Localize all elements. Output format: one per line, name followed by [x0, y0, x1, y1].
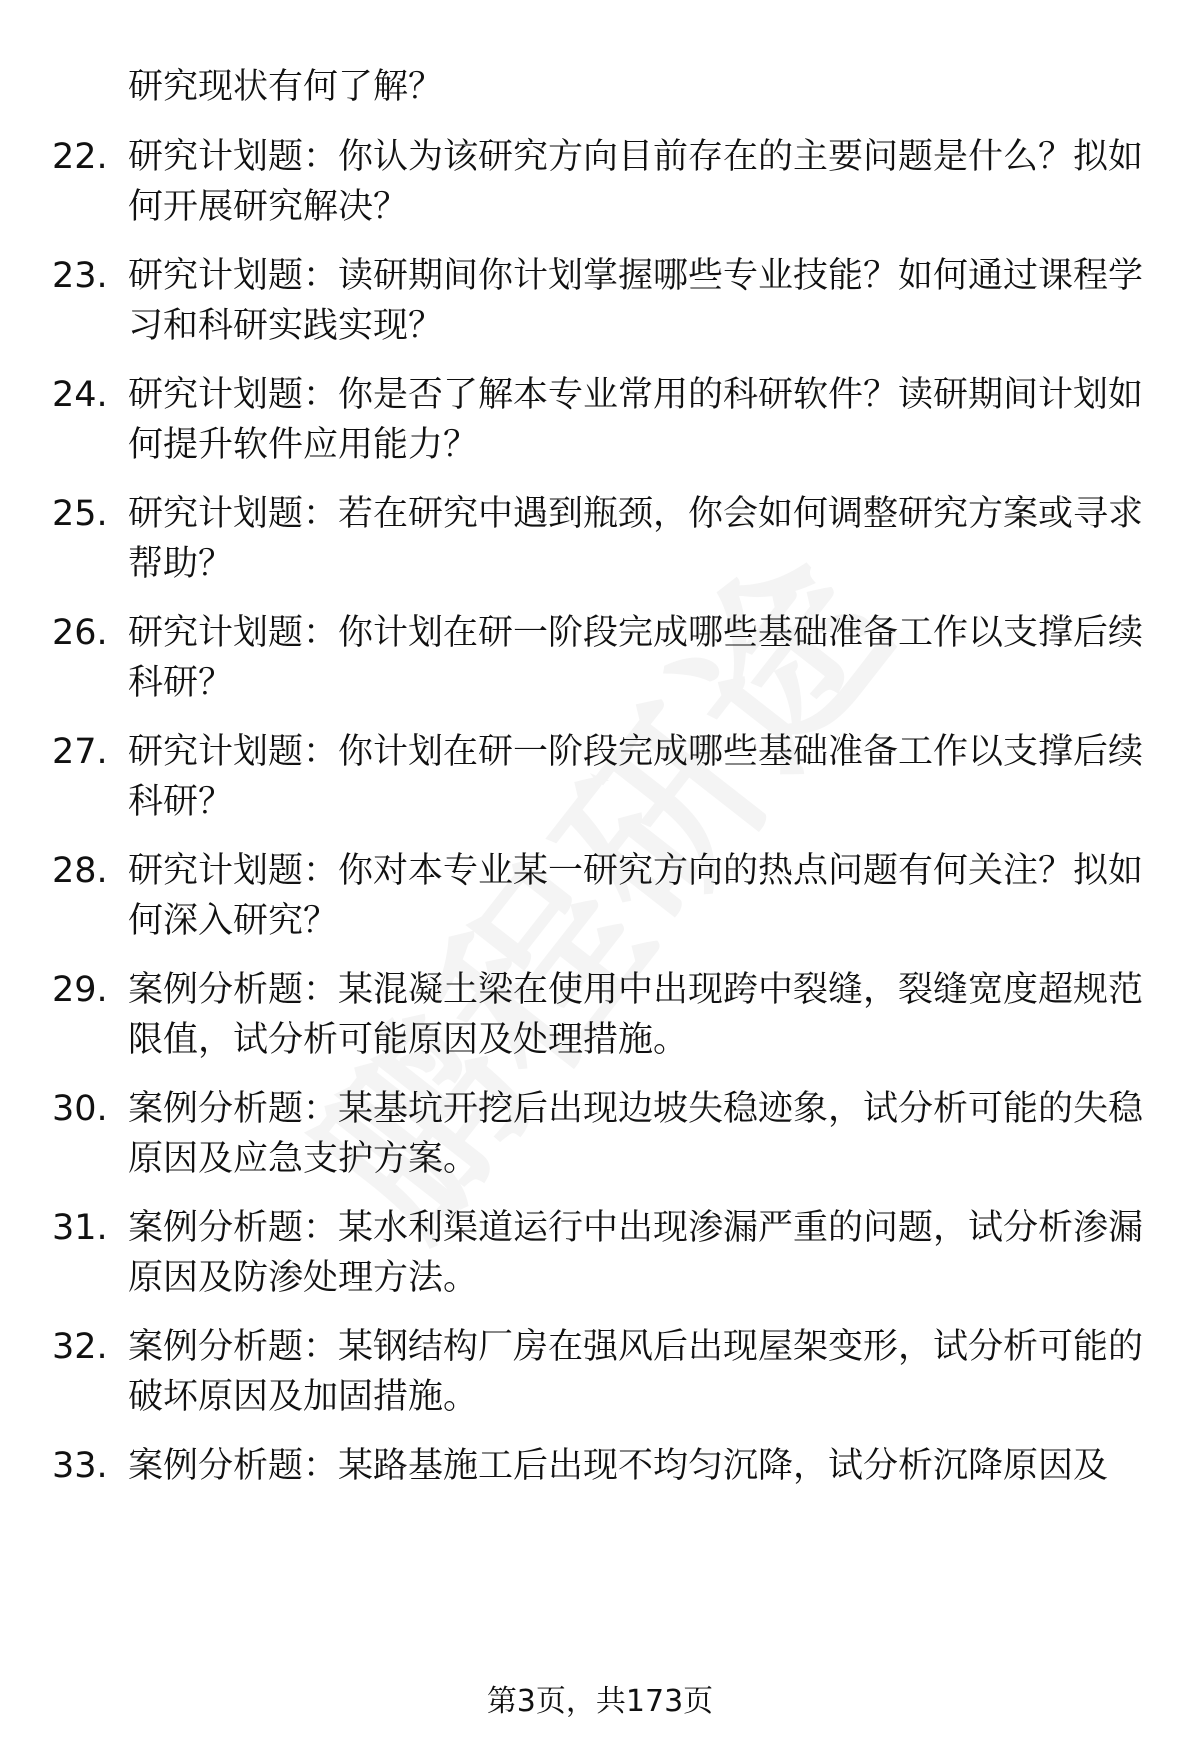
- item-text: 研究计划题：你是否了解本专业常用的科研软件？读研期间计划如何提升软件应用能力？: [128, 375, 1144, 465]
- item-number: 23.: [52, 256, 108, 296]
- continuation-text: 研究现状有何了解？: [128, 67, 444, 107]
- item-number: 29.: [52, 970, 108, 1010]
- item-number: 24.: [52, 375, 108, 415]
- item-text: 案例分析题：某混凝土梁在使用中出现跨中裂缝，裂缝宽度超规范限值，试分析可能原因及处理措施。: [128, 970, 1144, 1060]
- item-number: 27.: [52, 732, 108, 772]
- item-text: 案例分析题：某基坑开挖后出现边坡失稳迹象，试分析可能的失稳原因及应急支护方案。: [128, 1089, 1144, 1179]
- item-number: 26.: [52, 613, 108, 653]
- item-number: 32.: [52, 1327, 108, 1367]
- item-text: 研究计划题：读研期间你计划掌握哪些专业技能？如何通过课程学习和科研实践实现？: [128, 256, 1144, 346]
- item-number: 28.: [52, 851, 108, 891]
- item-text: 研究计划题：你计划在研一阶段完成哪些基础准备工作以支撑后续科研？: [128, 732, 1144, 822]
- item-text: 案例分析题：某钢结构厂房在强风后出现屋架变形，试分析可能的破坏原因及加固措施。: [128, 1327, 1144, 1417]
- item-number: 22.: [52, 137, 108, 177]
- item-text: 研究计划题：你计划在研一阶段完成哪些基础准备工作以支撑后续科研？: [128, 613, 1144, 703]
- item-number: 25.: [52, 494, 108, 534]
- item-number: 30.: [52, 1089, 108, 1129]
- item-number: 31.: [52, 1208, 108, 1248]
- item-text: 研究计划题：若在研究中遇到瓶颈，你会如何调整研究方案或寻求帮助？: [128, 494, 1144, 584]
- item-text: 研究计划题：你认为该研究方向目前存在的主要问题是什么？拟如何开展研究解决？: [128, 137, 1144, 227]
- page-footer: 第3页，共173页: [486, 1684, 714, 1719]
- item-text: 研究计划题：你对本专业某一研究方向的热点问题有何关注？拟如何深入研究？: [128, 851, 1144, 941]
- item-text: 案例分析题：某路基施工后出现不均匀沉降，试分析沉降原因及: [128, 1446, 1109, 1486]
- item-text: 案例分析题：某水利渠道运行中出现渗漏严重的问题，试分析渗漏原因及防渗处理方法。: [128, 1208, 1144, 1298]
- item-number: 33.: [52, 1446, 108, 1486]
